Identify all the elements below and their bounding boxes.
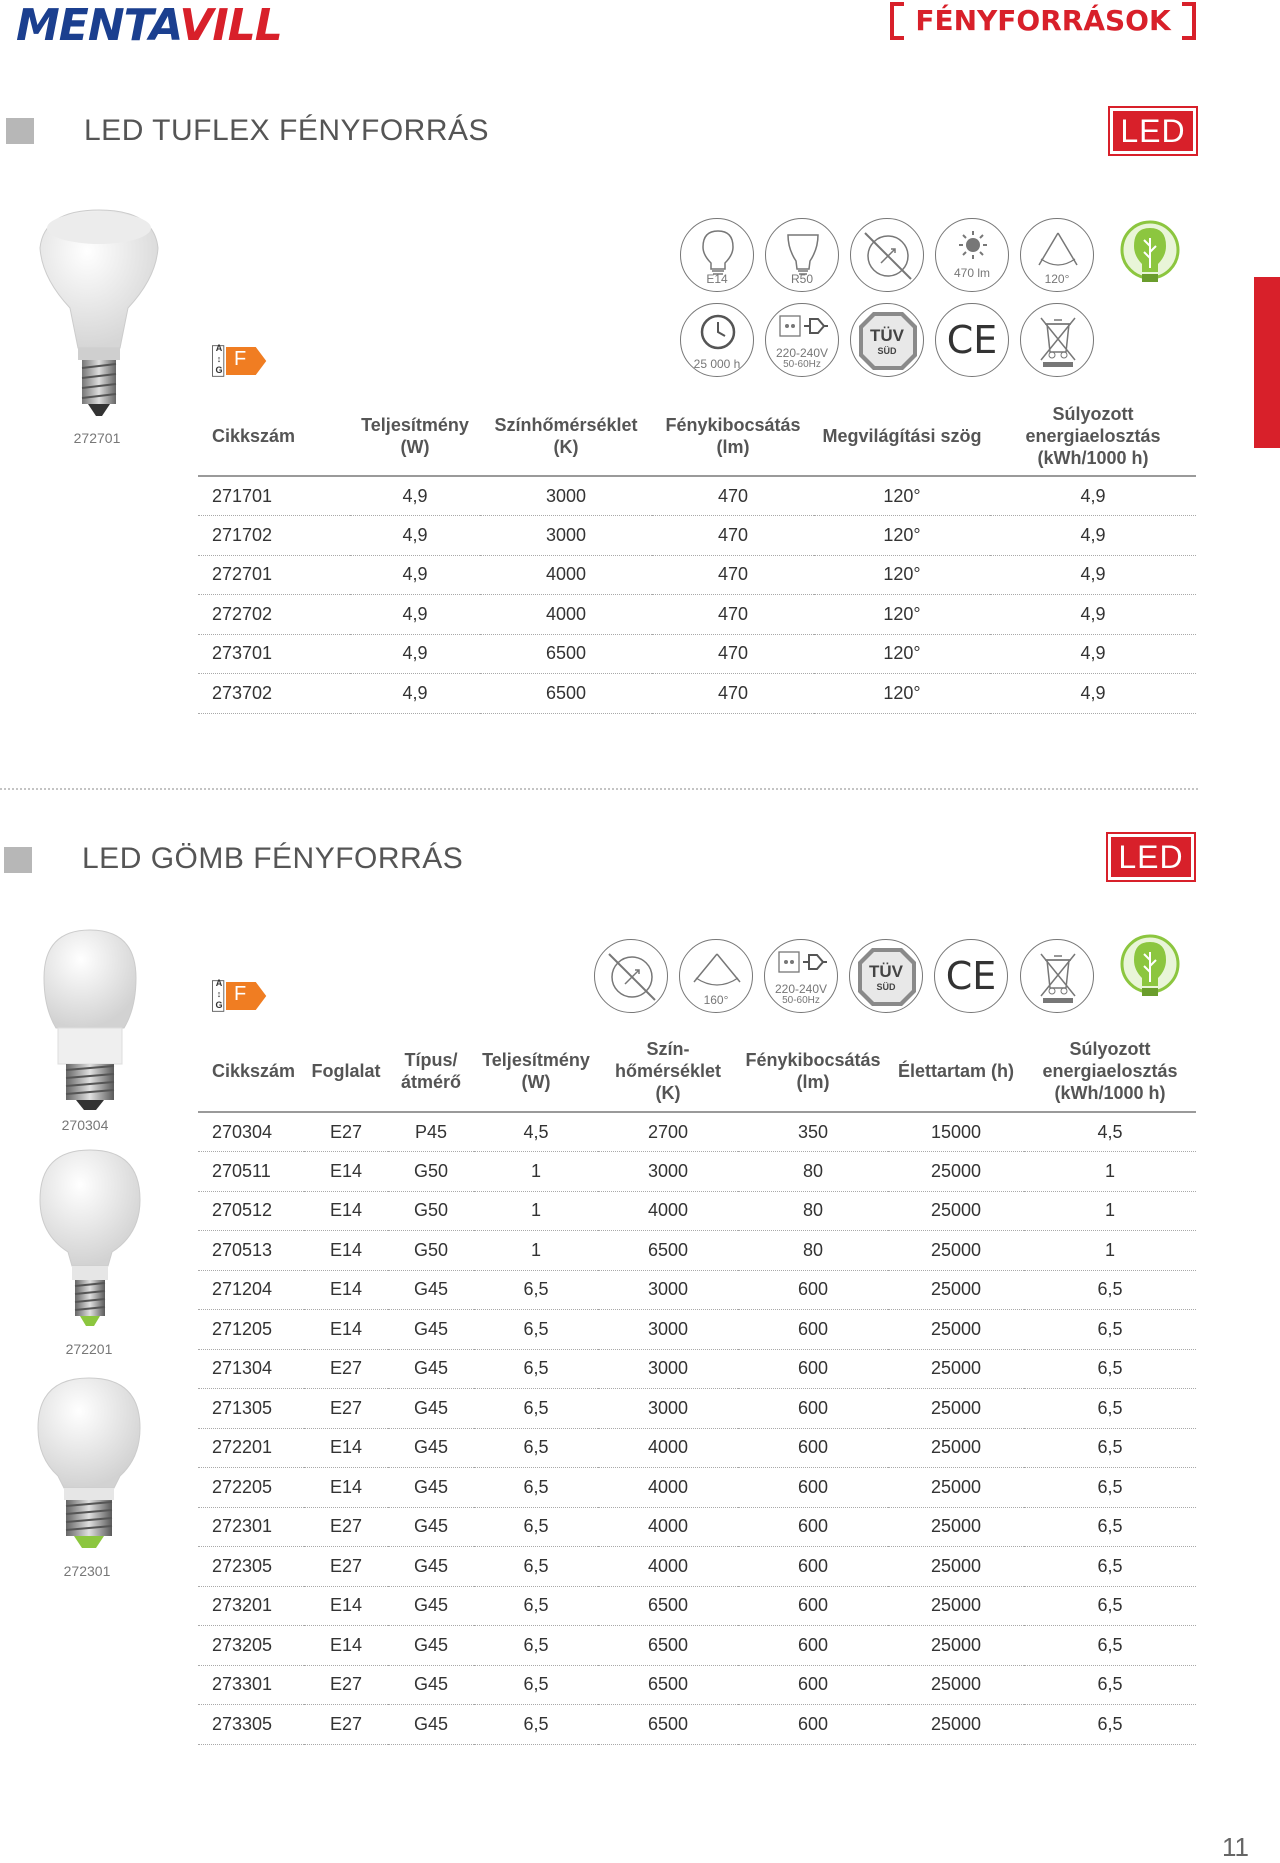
table-cell: 6,5 (474, 1468, 598, 1508)
table-cell: 3000 (598, 1349, 738, 1389)
table-cell: 25000 (888, 1547, 1024, 1587)
table-cell: 272201 (198, 1428, 304, 1468)
table-cell: 3000 (598, 1152, 738, 1192)
table-cell: 6,5 (1024, 1389, 1196, 1429)
section-marker (6, 118, 34, 144)
table-cell: E14 (304, 1310, 388, 1350)
icon-label: TÜV (870, 326, 904, 345)
table-row (198, 1112, 1196, 1152)
table-cell: 600 (738, 1507, 888, 1547)
table-cell: 3000 (598, 1310, 738, 1350)
led-badge (1108, 106, 1198, 156)
table-cell: 4,9 (990, 595, 1196, 635)
table-cell: E27 (304, 1112, 388, 1152)
table-cell: 4000 (480, 555, 652, 595)
table-cell: 6,5 (1024, 1428, 1196, 1468)
table-cell: 4,9 (990, 516, 1196, 556)
table-cell: E27 (304, 1547, 388, 1587)
table-row (198, 1310, 1196, 1350)
table-header-cell: Típus/ átmérő (388, 1034, 474, 1112)
table-cell: 6500 (480, 634, 652, 674)
table-cell: 6,5 (1024, 1507, 1196, 1547)
table-cell: E14 (304, 1468, 388, 1508)
icon-label (765, 984, 837, 1006)
table-cell: 6,5 (1024, 1665, 1196, 1705)
table-cell: G45 (388, 1428, 474, 1468)
table-cell: 6,5 (1024, 1705, 1196, 1745)
table-cell: G45 (388, 1349, 474, 1389)
table-cell: 272305 (198, 1547, 304, 1587)
icon-label: TÜV (869, 962, 903, 981)
table-cell: 600 (738, 1349, 888, 1389)
energy-scale-top: A (215, 343, 223, 353)
table-cell: 6,5 (474, 1389, 598, 1429)
icon-label: CE (945, 954, 997, 998)
table-cell: 273701 (198, 634, 350, 674)
table-cell: 25000 (888, 1586, 1024, 1626)
table-cell: P45 (388, 1112, 474, 1152)
table-cell: G45 (388, 1547, 474, 1587)
tuv-icon (850, 303, 924, 377)
table-cell: E14 (304, 1270, 388, 1310)
table-cell: 600 (738, 1547, 888, 1587)
table-cell: 25000 (888, 1152, 1024, 1192)
table-cell: G45 (388, 1468, 474, 1508)
table-header-cell: Teljesítmény (W) (350, 400, 480, 476)
table-cell: 4000 (598, 1468, 738, 1508)
table-cell: 25000 (888, 1626, 1024, 1666)
table-cell: 4,5 (1024, 1112, 1196, 1152)
table-cell: 25000 (888, 1468, 1024, 1508)
table-cell: 273201 (198, 1586, 304, 1626)
led-badge (1106, 832, 1196, 882)
table-cell: 6,5 (474, 1547, 598, 1587)
table-cell: 4000 (598, 1507, 738, 1547)
table-cell: 4,9 (990, 555, 1196, 595)
table-cell: G45 (388, 1507, 474, 1547)
table-cell: 6,5 (474, 1626, 598, 1666)
table-cell: G45 (388, 1310, 474, 1350)
no-dimmer-icon (594, 939, 668, 1013)
table-cell: 4,9 (990, 476, 1196, 516)
page-number: 11 (1222, 1832, 1249, 1862)
ce-icon (935, 303, 1009, 377)
beam-angle-icon (679, 939, 753, 1013)
voltage-icon (764, 939, 838, 1013)
energy-scale-arrow-icon: ↕ (216, 354, 222, 364)
table-cell: 600 (738, 1310, 888, 1350)
table-cell: 470 (652, 674, 814, 714)
table-header-cell: Teljesítmény (W) (474, 1034, 598, 1112)
voltage-icon (765, 303, 839, 377)
table-cell: G50 (388, 1191, 474, 1231)
table-cell: 15000 (888, 1112, 1024, 1152)
e14-icon (680, 218, 754, 292)
table-cell: 4,9 (990, 674, 1196, 714)
table-cell: 1 (474, 1191, 598, 1231)
table-cell: E14 (304, 1586, 388, 1626)
icon-label: 25 000 h (693, 357, 741, 371)
table-cell: 4,9 (350, 555, 480, 595)
table-cell: 120° (814, 476, 990, 516)
energy-scale (214, 978, 224, 1011)
table-cell: 3000 (480, 516, 652, 556)
table-cell: 350 (738, 1112, 888, 1152)
section-divider (0, 788, 1198, 790)
table-cell: 273301 (198, 1665, 304, 1705)
energy-class-letter: F (234, 348, 247, 370)
table-cell: 2700 (598, 1112, 738, 1152)
weee-icon (1020, 303, 1094, 377)
table-cell: 120° (814, 595, 990, 635)
table-cell: 6,5 (1024, 1349, 1196, 1389)
energy-scale-bottom: G (215, 365, 223, 375)
category-header (890, 2, 1196, 42)
table-cell: 6500 (598, 1586, 738, 1626)
product-image-p45 (40, 928, 140, 1112)
bracket-right (1182, 2, 1196, 40)
section-title: LED TUFLEX FÉNYFORRÁS (84, 114, 490, 147)
table-cell: 25000 (888, 1428, 1024, 1468)
table-cell: 3000 (598, 1270, 738, 1310)
table-cell: E27 (304, 1705, 388, 1745)
table-header-cell: Súlyozott energiaelosztás (kWh/1000 h) (990, 400, 1196, 476)
product-image-caption: 272301 (63, 1563, 111, 1579)
table-cell: 120° (814, 674, 990, 714)
table-cell: 80 (738, 1231, 888, 1271)
table-cell: 470 (652, 634, 814, 674)
table-row (198, 1586, 1196, 1626)
table-cell: 80 (738, 1191, 888, 1231)
section-marker (4, 847, 32, 873)
lifetime-icon (680, 303, 754, 377)
energy-scale (214, 343, 224, 376)
table-row (198, 516, 1196, 556)
table-cell: 80 (738, 1152, 888, 1192)
table-cell: G45 (388, 1270, 474, 1310)
table-row (198, 1428, 1196, 1468)
table-cell: 6,5 (474, 1665, 598, 1705)
table-cell: 470 (652, 595, 814, 635)
table-header-cell: Fénykibocsátás (lm) (652, 400, 814, 476)
table-cell: 273702 (198, 674, 350, 714)
table-cell: 600 (738, 1665, 888, 1705)
product-image-g45-e27 (36, 1376, 142, 1552)
table-row (198, 1507, 1196, 1547)
table-row (198, 1626, 1196, 1666)
table-cell: 120° (814, 516, 990, 556)
icon-label-line2: 50-60Hz (783, 359, 821, 370)
table-cell: 271204 (198, 1270, 304, 1310)
table-cell: 600 (738, 1389, 888, 1429)
energy-class-letter: F (234, 983, 247, 1005)
table-header-cell: Élettartam (h) (888, 1034, 1024, 1112)
table-cell: 25000 (888, 1665, 1024, 1705)
icon-sublabel: SÜD (876, 982, 896, 992)
product-image-caption: 270304 (61, 1117, 109, 1133)
table-cell: 270304 (198, 1112, 304, 1152)
brand-logo (16, 0, 282, 51)
table-row (198, 1152, 1196, 1192)
beam-angle-icon (1020, 218, 1094, 292)
table-cell: 600 (738, 1705, 888, 1745)
ce-icon (934, 939, 1008, 1013)
table-cell: 1 (474, 1152, 598, 1192)
table-cell: G50 (388, 1231, 474, 1271)
table-row (198, 674, 1196, 714)
lumen-icon (935, 218, 1009, 292)
table-cell: 3000 (480, 476, 652, 516)
icon-label-line1: 220-240V (775, 346, 829, 360)
table-cell: 6,5 (1024, 1586, 1196, 1626)
icon-label (766, 348, 838, 370)
table-row (198, 555, 1196, 595)
table-cell: 1 (1024, 1191, 1196, 1231)
table-cell: 470 (652, 476, 814, 516)
table-cell: G45 (388, 1705, 474, 1745)
category-title: FÉNYFORRÁSOK (915, 4, 1171, 37)
table-cell: 6500 (598, 1231, 738, 1271)
table-cell: 6,5 (474, 1586, 598, 1626)
table-row (198, 1468, 1196, 1508)
table-cell: 25000 (888, 1231, 1024, 1271)
table-cell: 6,5 (474, 1349, 598, 1389)
table-cell: 6,5 (474, 1428, 598, 1468)
table-cell: 271702 (198, 516, 350, 556)
led-badge-text: LED (1111, 837, 1191, 877)
table-row (198, 595, 1196, 635)
table-row (198, 634, 1196, 674)
energy-scale-arrow-icon: ↕ (216, 989, 222, 999)
table-cell: 120° (814, 555, 990, 595)
icon-label: 470 lm (953, 266, 991, 280)
table-cell: G45 (388, 1626, 474, 1666)
table-cell: 271701 (198, 476, 350, 516)
table-cell: 272205 (198, 1468, 304, 1508)
table-cell: 1 (474, 1231, 598, 1271)
icon-label-line1: 220-240V (774, 982, 828, 996)
spec-table-gomb (198, 1034, 1196, 1745)
table-cell: 4,9 (350, 516, 480, 556)
led-badge-text: LED (1113, 111, 1193, 151)
table-cell: 6,5 (1024, 1626, 1196, 1666)
weee-icon (1020, 939, 1094, 1013)
section-title: LED GÖMB FÉNYFORRÁS (82, 842, 464, 875)
energy-scale-top: A (215, 978, 223, 988)
table-cell: 270511 (198, 1152, 304, 1192)
brand-part1: MENTA (16, 0, 180, 51)
table-cell: 25000 (888, 1705, 1024, 1745)
table-cell: 270513 (198, 1231, 304, 1271)
table-cell: 4,9 (350, 674, 480, 714)
table-cell: E14 (304, 1191, 388, 1231)
table-header-cell: Foglalat (304, 1034, 388, 1112)
table-cell: G50 (388, 1152, 474, 1192)
table-cell: 4,9 (350, 634, 480, 674)
table-cell: 4000 (598, 1547, 738, 1587)
icon-label-line2: 50-60Hz (782, 995, 820, 1006)
table-cell: 271305 (198, 1389, 304, 1429)
table-cell: 600 (738, 1586, 888, 1626)
product-image-caption: 272701 (73, 430, 121, 446)
table-cell: 120° (814, 634, 990, 674)
table-cell: E14 (304, 1231, 388, 1271)
table-cell: 4,9 (350, 476, 480, 516)
table-cell: 6500 (598, 1665, 738, 1705)
spec-table-tuflex (198, 400, 1196, 714)
table-header-cell: Megvilágítási szög (814, 400, 990, 476)
table-cell: 600 (738, 1428, 888, 1468)
energy-efficient-badge (1102, 194, 1198, 314)
table-cell: E27 (304, 1665, 388, 1705)
table-cell: 6500 (480, 674, 652, 714)
table-cell: 6,5 (474, 1705, 598, 1745)
table-cell: 3000 (598, 1389, 738, 1429)
table-cell: 6,5 (1024, 1468, 1196, 1508)
table-cell: E14 (304, 1626, 388, 1666)
table-row (198, 1665, 1196, 1705)
table-cell: G45 (388, 1586, 474, 1626)
icon-label: 160° (703, 993, 729, 1007)
table-cell: 272301 (198, 1507, 304, 1547)
table-cell: 4,5 (474, 1112, 598, 1152)
brand-part2: VILL (179, 0, 282, 51)
product-image-r50 (36, 208, 162, 418)
icon-label: R50 (790, 272, 813, 286)
table-cell: G45 (388, 1665, 474, 1705)
icon-label: 120° (1044, 272, 1070, 286)
table-cell: G45 (388, 1389, 474, 1429)
table-cell: 470 (652, 516, 814, 556)
table-cell: E14 (304, 1152, 388, 1192)
table-cell: 25000 (888, 1349, 1024, 1389)
table-cell: 470 (652, 555, 814, 595)
table-cell: 25000 (888, 1191, 1024, 1231)
table-cell: 273305 (198, 1705, 304, 1745)
table-cell: E27 (304, 1389, 388, 1429)
table-cell: 6,5 (474, 1310, 598, 1350)
table-cell: 1 (1024, 1231, 1196, 1271)
table-cell: 4000 (598, 1191, 738, 1231)
energy-efficient-badge (1102, 908, 1198, 1028)
product-image-caption: 272201 (65, 1341, 113, 1357)
icon-sublabel: SÜD (877, 346, 897, 356)
table-row (198, 1191, 1196, 1231)
table-cell: 6500 (598, 1705, 738, 1745)
table-cell: E27 (304, 1507, 388, 1547)
table-cell: 6,5 (1024, 1270, 1196, 1310)
table-cell: E14 (304, 1428, 388, 1468)
table-cell: 272701 (198, 555, 350, 595)
table-cell: 600 (738, 1270, 888, 1310)
table-cell: 25000 (888, 1310, 1024, 1350)
table-cell: 271304 (198, 1349, 304, 1389)
table-cell: 6,5 (474, 1270, 598, 1310)
table-row (198, 1349, 1196, 1389)
table-cell: 4,9 (350, 595, 480, 635)
table-cell: 25000 (888, 1389, 1024, 1429)
table-cell: 4,9 (990, 634, 1196, 674)
table-header-cell: Szín- hőmérséklet (K) (598, 1034, 738, 1112)
table-cell: 4000 (598, 1428, 738, 1468)
table-row (198, 1270, 1196, 1310)
table-row (198, 1231, 1196, 1271)
table-header-cell: Súlyozott energiaelosztás (kWh/1000 h) (1024, 1034, 1196, 1112)
table-row (198, 476, 1196, 516)
table-row (198, 1389, 1196, 1429)
energy-scale-bottom: G (215, 1000, 223, 1010)
no-dimmer-icon (850, 218, 924, 292)
table-row (198, 1547, 1196, 1587)
table-cell: E27 (304, 1349, 388, 1389)
table-cell: 4000 (480, 595, 652, 635)
table-cell: 6,5 (1024, 1547, 1196, 1587)
r50-icon (765, 218, 839, 292)
table-cell: 6,5 (1024, 1310, 1196, 1350)
table-cell: 270512 (198, 1191, 304, 1231)
table-cell: 25000 (888, 1507, 1024, 1547)
table-row (198, 1705, 1196, 1745)
table-cell: 600 (738, 1468, 888, 1508)
table-header-cell: Cikkszám (198, 1034, 304, 1112)
table-cell: 6500 (598, 1626, 738, 1666)
table-header-cell: Cikkszám (198, 400, 350, 476)
table-cell: 25000 (888, 1270, 1024, 1310)
table-cell: 273205 (198, 1626, 304, 1666)
product-image-g45-e14 (38, 1148, 142, 1330)
icon-label: E14 (706, 272, 728, 286)
table-cell: 272702 (198, 595, 350, 635)
tuv-icon (849, 939, 923, 1013)
icon-label: CE (946, 318, 998, 362)
table-header-cell: Színhőmérséklet (K) (480, 400, 652, 476)
table-cell: 600 (738, 1626, 888, 1666)
table-cell: 6,5 (474, 1507, 598, 1547)
table-header-cell: Fénykibocsátás (lm) (738, 1034, 888, 1112)
table-cell: 1 (1024, 1152, 1196, 1192)
table-cell: 271205 (198, 1310, 304, 1350)
side-tab (1254, 277, 1280, 448)
